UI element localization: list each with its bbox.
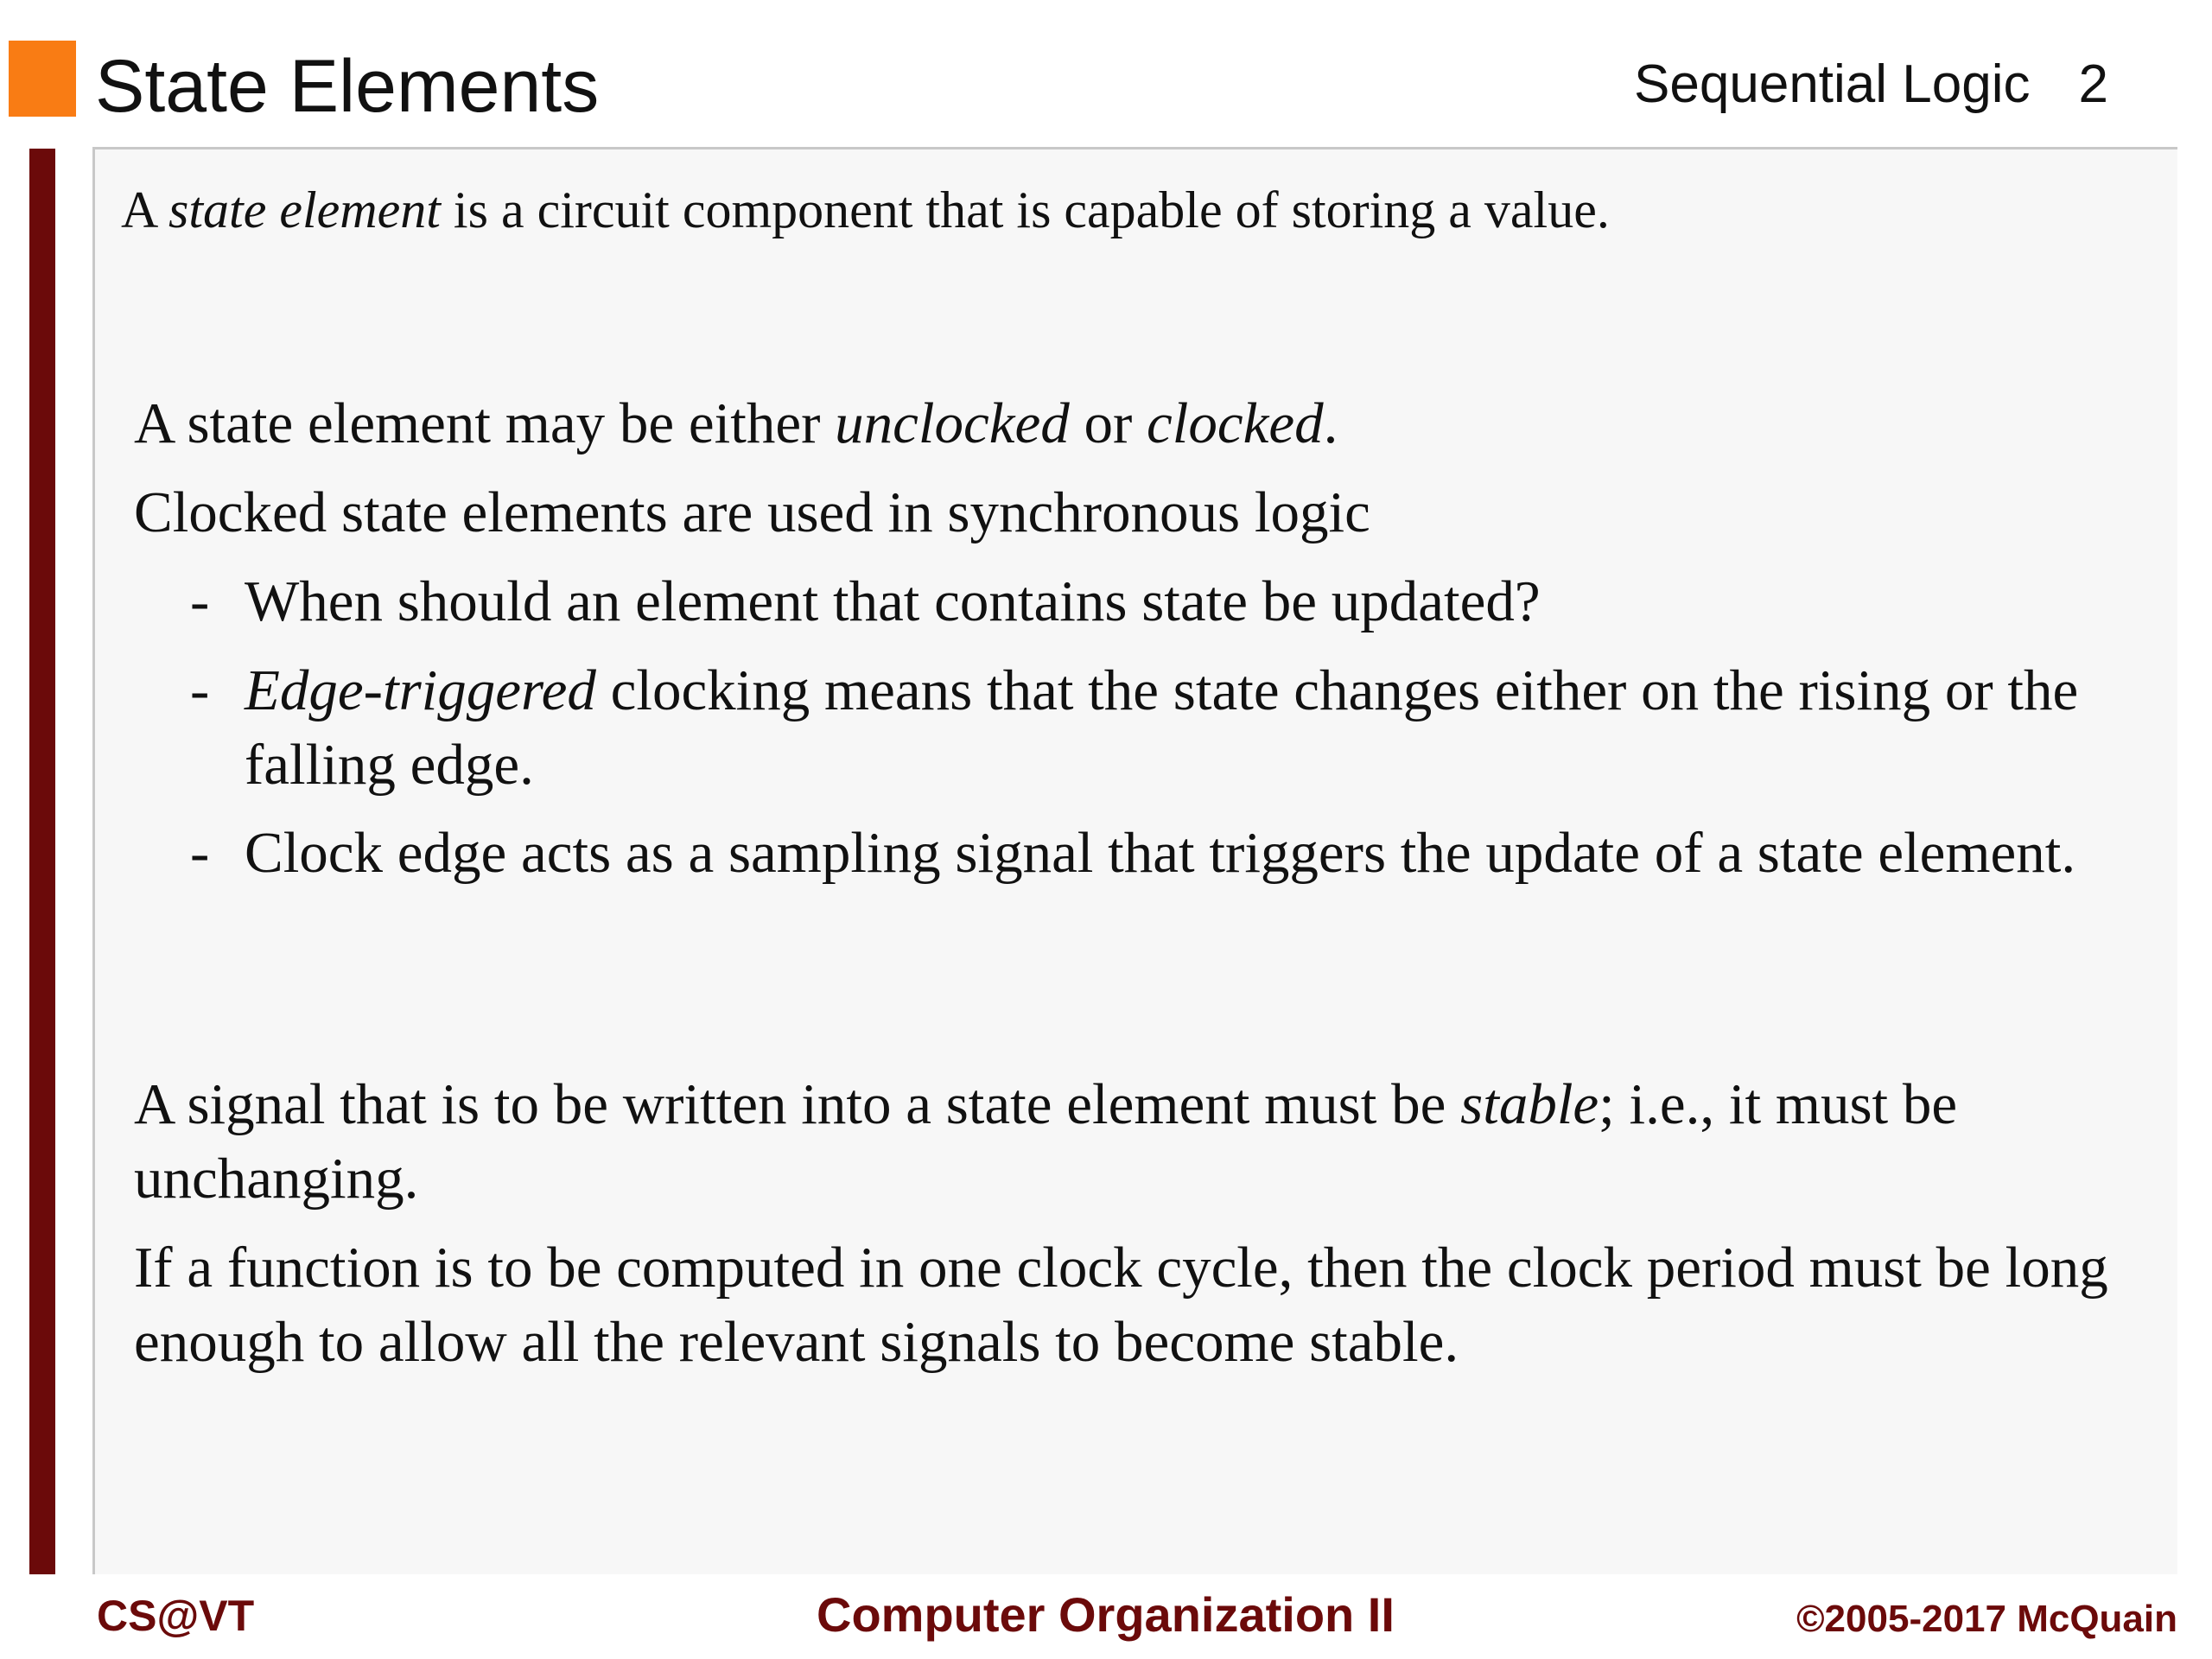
section-name: Sequential Logic (1634, 54, 2031, 114)
p1-part-c: or (1069, 391, 1147, 455)
bullet-text (245, 653, 2117, 802)
bullet-dash: - (190, 821, 210, 885)
definition-term: state element (168, 181, 441, 238)
p1-part-a: A state element may be either (134, 391, 836, 455)
bullet-dash: - (190, 658, 210, 722)
bullet-item (190, 564, 2117, 639)
p1-part-e: . (1323, 391, 1338, 455)
footer-course-title: Computer Organization II (817, 1587, 1395, 1642)
bullet-item (190, 653, 2117, 802)
paragraph-synchronous: Clocked state elements are used in synchronous logic (134, 480, 1370, 544)
paragraph-clocking-types (134, 386, 2121, 461)
p3-stable: stable (1460, 1072, 1599, 1136)
bullet-dash: - (190, 569, 210, 633)
title-accent-square (9, 41, 76, 117)
definition-text (121, 177, 2108, 243)
slide-header-info (1634, 52, 2108, 118)
page-number: 2 (2078, 54, 2108, 114)
definition-suffix: is a circuit component that is capable of storing a value. (440, 181, 1610, 238)
footer-left-label: CS@VT (97, 1592, 255, 1640)
p1-clocked: clocked (1147, 391, 1324, 455)
bullet-rest: clocking means that the state changes either on the rising or the falling edge. (245, 658, 2079, 797)
footer-copyright: ©2005-2017 McQuain (1796, 1598, 2177, 1640)
bullet-item (190, 816, 2117, 890)
definition-prefix: A (121, 181, 169, 238)
p3-part-c: ; i.e., it must be unchanging. (134, 1072, 1958, 1211)
paragraph-clock-period: If a function is to be computed in one clock cycle, then the clock period must be long enough to allow all the relevant signals to become stable. (134, 1236, 2108, 1374)
bullet-term-edge-triggered: Edge-triggered (245, 658, 596, 722)
paragraph-stable-signal (134, 1067, 2121, 1216)
bullet-text: When should an element that contains state be updated? (245, 569, 1541, 633)
slide-title: State Elements (95, 45, 600, 128)
left-accent-bar (29, 149, 55, 1574)
bullet-text: Clock edge acts as a sampling signal that triggers the update of a state element. (245, 821, 2076, 885)
p1-unclocked: unclocked (835, 391, 1070, 455)
p3-part-a: A signal that is to be written into a state element must be (134, 1072, 1461, 1136)
